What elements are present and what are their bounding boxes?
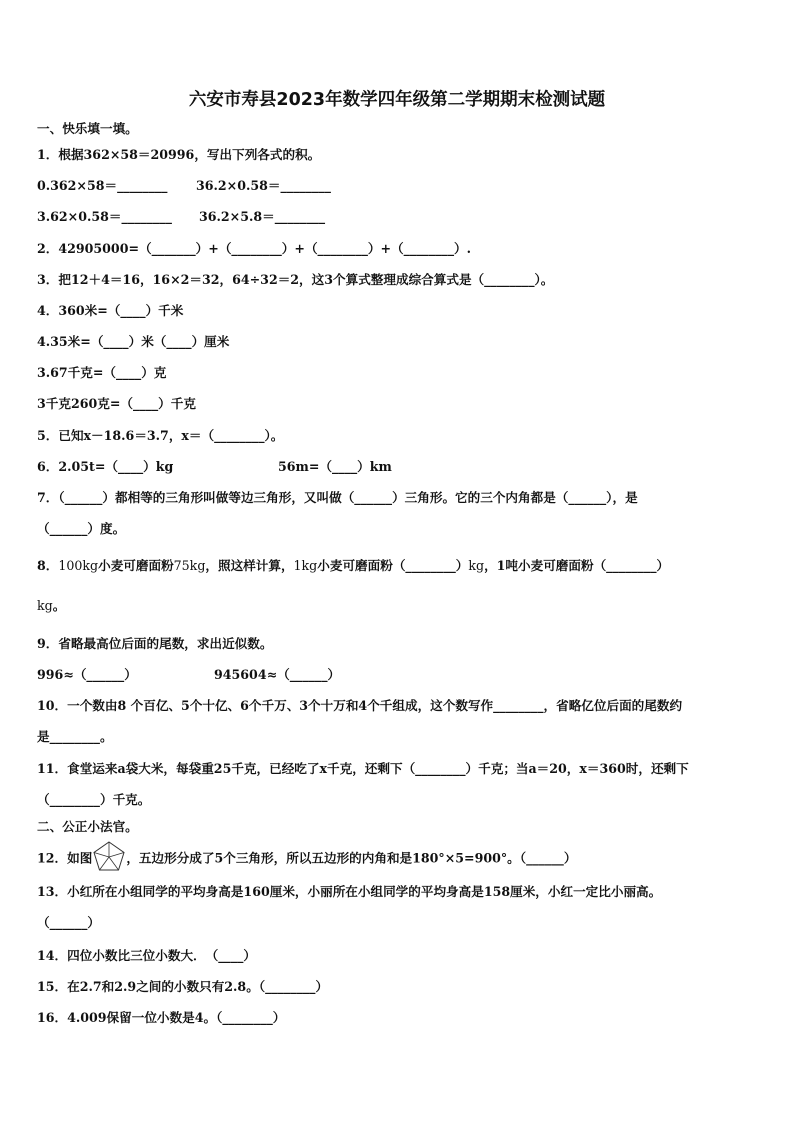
question-3: 3．把12＋4＝16，16×2＝32，64÷32＝2，这3个算式整理成综合算式是（________）。 — [37, 272, 554, 287]
question-9-item-b: 945604≈（______） — [214, 667, 341, 682]
page-title: 六安市寿县2023年数学四年级第二学期期末检测试题 — [188, 90, 606, 110]
question-1-item-b: 36.2×0.58＝________ — [196, 178, 331, 193]
q8-text-3: 小麦可磨面粉（________） — [317, 558, 469, 573]
question-16: 16．4.009保留一位小数是4。（________） — [37, 1010, 286, 1025]
q8-unit-kg-1: kg — [468, 558, 485, 573]
question-7-line-1: 7．（______）都相等的三角形叫做等边三角形，又叫做（______）三角形。它的三个内角都是（______），是 — [37, 490, 638, 505]
q8-text-1: 小麦可磨面粉 — [98, 558, 174, 573]
q8-number: 8． — [37, 558, 59, 573]
q8-unit-kg-2: kg — [37, 598, 53, 613]
question-9: 9．省略最高位后面的尾数，求出近似数。 — [37, 636, 273, 651]
question-1-item-d: 36.2×5.8＝________ — [199, 209, 326, 224]
question-1-item-a: 0.362×58＝________ — [37, 178, 168, 193]
q12-text-1: 12．如图 — [37, 850, 93, 866]
q8-value-75kg: 75kg — [173, 558, 206, 573]
section-heading-1: 一、快乐填一填。 — [37, 121, 138, 136]
q8-text-4: ，1吨小麦可磨面粉（________） — [484, 558, 670, 573]
question-1: 1．根据362×58＝20996，写出下列各式的积。 — [37, 147, 321, 162]
question-8-line-2 — [37, 597, 65, 615]
question-11-line-2: （________）千克。 — [37, 792, 151, 807]
question-10-line-1: 10．一个数由8 个百亿、5个十亿、6个千万、3个十万和4个千组成，这个数写作________，省略亿位后面的尾数约 — [37, 698, 683, 713]
question-6-item-a: 6．2.05t=（____）kg — [37, 459, 174, 474]
question-4-item-a: 4．360米=（____）千米 — [37, 303, 184, 318]
q12-text-2: ，五边形分成了5个三角形，所以五边形的内角和是180°×5=900°。（______） — [126, 850, 577, 866]
question-7-line-2: （______）度。 — [37, 521, 126, 536]
q8-value-100kg: 100kg — [58, 558, 99, 573]
question-11-line-1: 11．食堂运来a袋大米，每袋重25千克，已经吃了x千克，还剩下（________）千克；当a＝20，x＝360时，还剩下 — [37, 761, 689, 776]
question-10-line-2: 是________。 — [37, 729, 113, 744]
question-5: 5．已知x－18.6＝3.7，x＝（________）。 — [37, 428, 284, 443]
question-15: 15．在2.7和2.9之间的小数只有2.8。（________） — [37, 979, 329, 994]
question-9-item-a: 996≈（______） — [37, 667, 137, 682]
question-13-line-1: 13．小红所在小组同学的平均身高是160厘米，小丽所在小组同学的平均身高是158厘米，小红一定比小丽高。 — [37, 884, 662, 899]
section-heading-2: 二、公正小法官。 — [37, 819, 138, 834]
q8-end: 。 — [52, 598, 66, 613]
question-4-item-c: 3.67千克=（____）克 — [37, 365, 167, 380]
question-2: 2．42905000=（_______）+（________）+（________）+（________）. — [37, 241, 472, 256]
question-4-item-b: 4.35米=（____）米（____）厘米 — [37, 334, 230, 349]
question-4-item-d: 3千克260克=（____）千克 — [37, 396, 196, 411]
q8-text-2: ，照这样计算， — [205, 558, 294, 573]
question-8 — [37, 557, 669, 575]
question-13-line-2: （______） — [37, 915, 100, 930]
question-14: 14．四位小数比三位小数大． （____） — [37, 948, 257, 963]
q8-value-1kg: 1kg — [293, 558, 318, 573]
pentagon-figure — [92, 840, 126, 870]
question-1-item-c: 3.62×0.58＝________ — [37, 209, 172, 224]
question-6-item-b: 56m=（____）km — [278, 459, 392, 474]
question-12 — [37, 848, 576, 870]
